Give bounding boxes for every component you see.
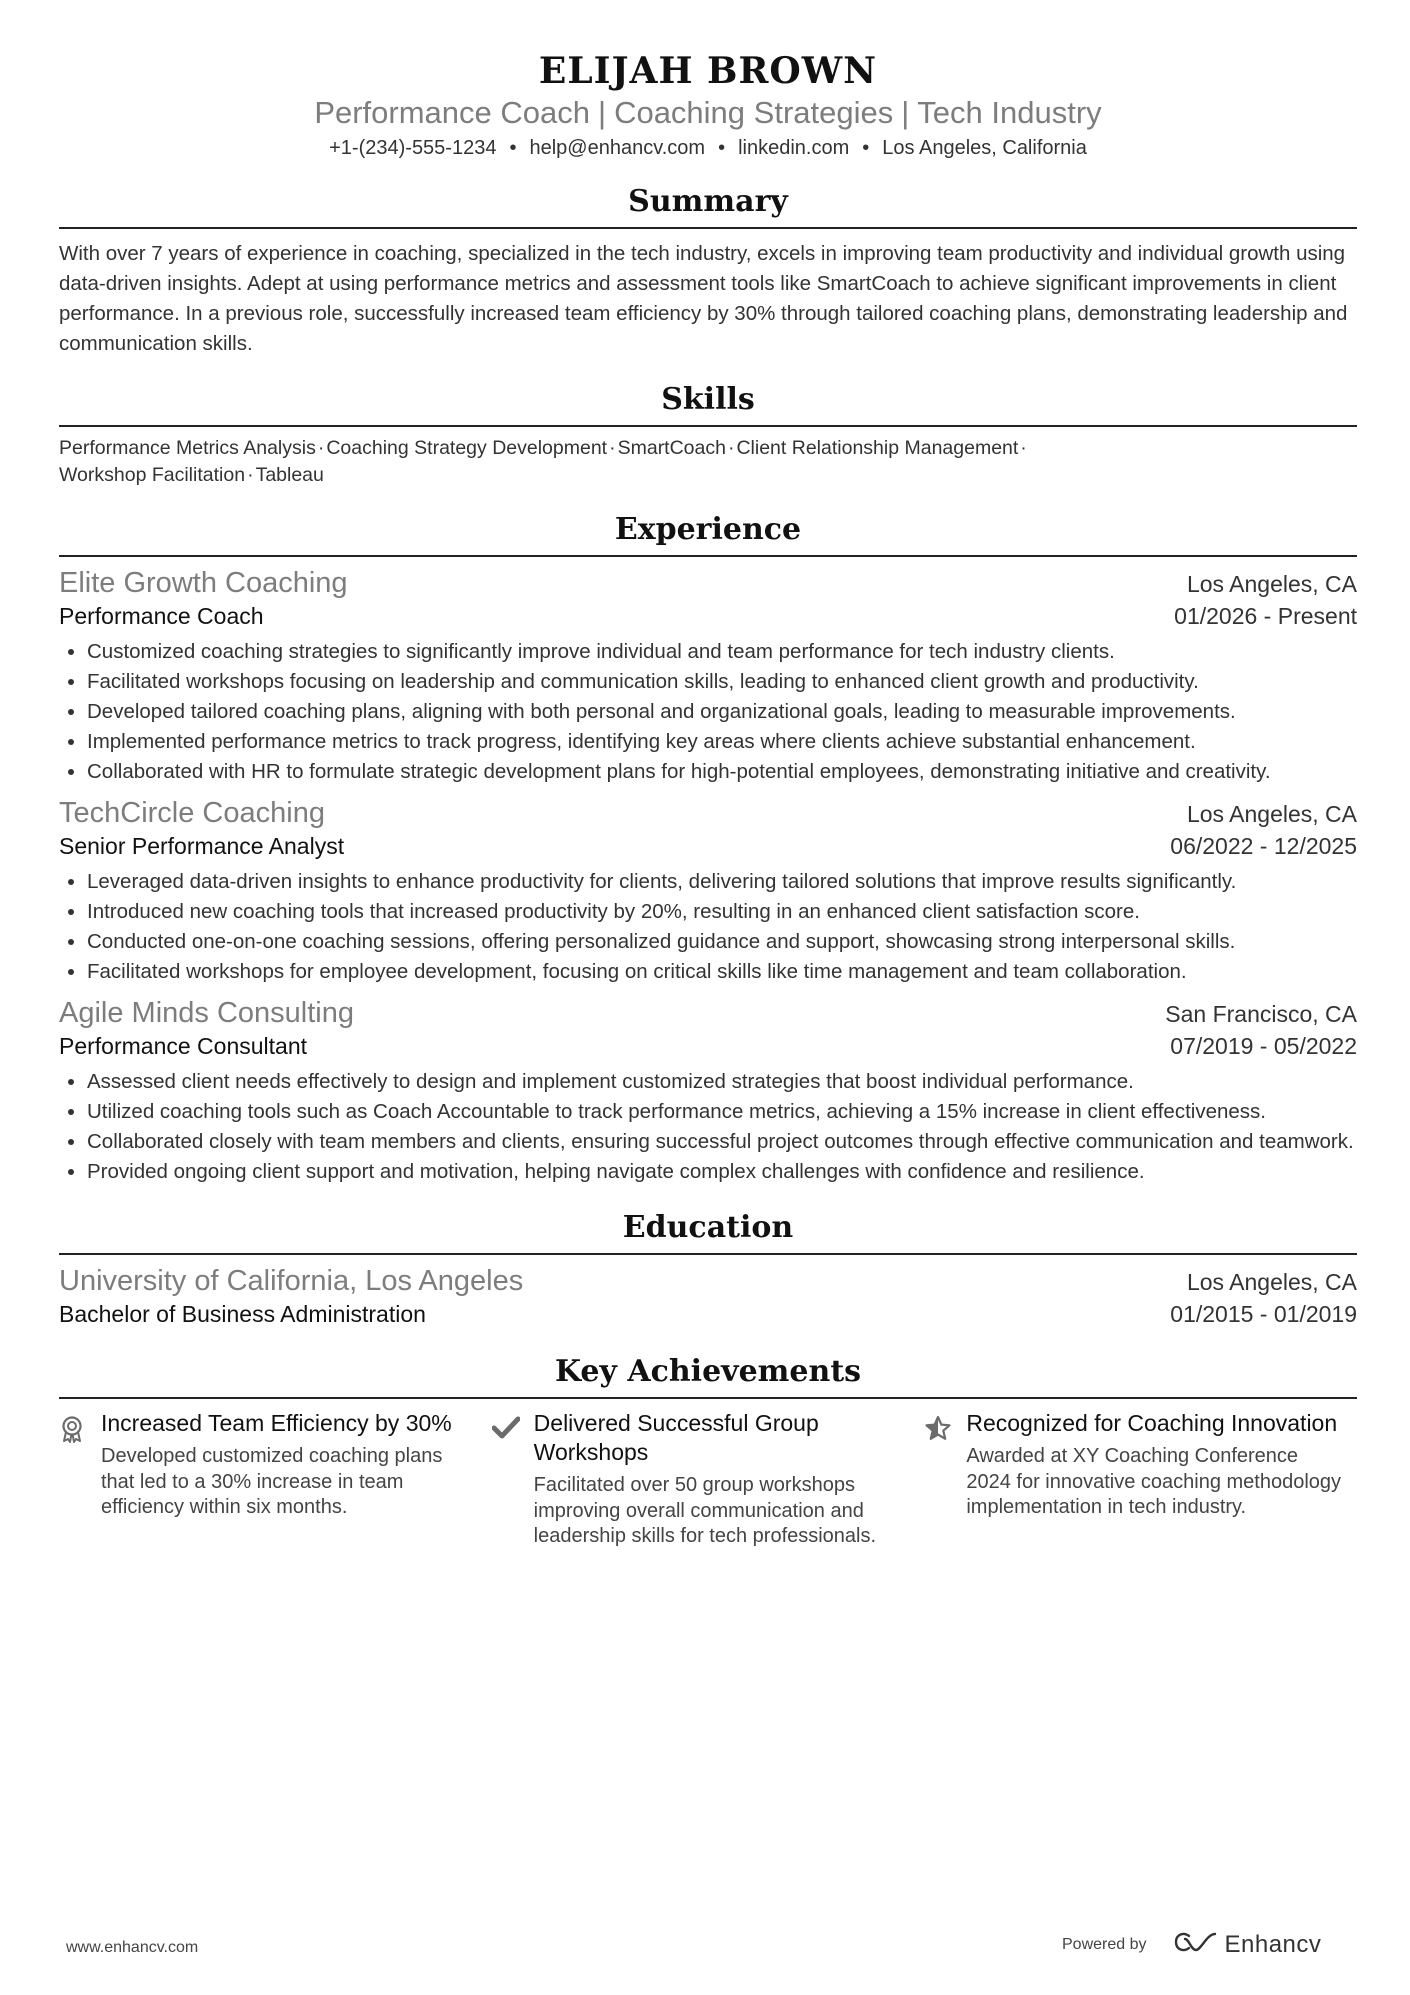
- candidate-name: ELIJAH BROWN: [538, 50, 878, 92]
- section-heading-achievements: Key Achievements: [554, 1354, 862, 1389]
- checkmark-icon: [492, 1409, 534, 1550]
- contact-separator: •: [862, 137, 870, 159]
- experience-entry: [59, 795, 1357, 987]
- section-heading-education: Education: [622, 1210, 794, 1245]
- website-link[interactable]: linkedin.com: [738, 137, 850, 159]
- job-location: Los Angeles, CA: [1186, 571, 1357, 597]
- job-title: Performance Coach: [59, 603, 264, 629]
- achievement-description: Awarded at XY Coaching Conference 2024 for innovative coaching methodology implementation in tech industry.: [966, 1445, 1342, 1518]
- phone[interactable]: +1-(234)-555-1234: [329, 137, 497, 159]
- section-heading-skills: Skills: [661, 382, 755, 417]
- skill-item: Performance Metrics Analysis: [59, 437, 316, 459]
- location: Los Angeles, California: [882, 137, 1087, 159]
- summary-section: [59, 183, 1357, 359]
- bullet-item: • Facilitated workshops focusing on leadership and communication skills, leading to enhanced client growth and productivity.: [87, 667, 1357, 697]
- achievement-title: Increased Team Efficiency by 30%: [101, 1410, 452, 1436]
- job-dates: 01/2026 - Present: [1174, 603, 1357, 629]
- section-divider: [59, 227, 1357, 229]
- bullet-item: • Assessed client needs effectively to design and implement customized strategies that boost individual performance.: [87, 1067, 1357, 1097]
- achievements-section: [59, 1353, 1357, 1550]
- company-name: Elite Growth Coaching: [59, 567, 348, 599]
- education-entry: [59, 1263, 1357, 1329]
- skills-list: [59, 435, 1357, 489]
- contact-separator: •: [509, 137, 517, 159]
- headline-part: Coaching Strategies: [614, 95, 894, 130]
- brand-name[interactable]: Enhancv: [1224, 1930, 1322, 1958]
- achievement-item: [492, 1409, 925, 1550]
- skill-separator: ·: [247, 464, 254, 486]
- achievement-title: Delivered Successful Group Workshops: [533, 1410, 819, 1465]
- section-heading-summary: Summary: [628, 184, 788, 219]
- skill-item: Client Relationship Management: [736, 437, 1019, 459]
- bullet-item: • Customized coaching strategies to significantly improve individual and team performance for tech industry clients.: [87, 637, 1357, 667]
- headline: [59, 94, 1357, 132]
- skill-item: Workshop Facilitation: [59, 464, 246, 486]
- job-bullets: [59, 867, 1357, 987]
- achievement-description: Facilitated over 50 group workshops improving overall communication and leadership skills for tech professionals.: [533, 1474, 877, 1547]
- headline-part: Performance Coach: [314, 95, 590, 130]
- achievement-item: [59, 1409, 492, 1550]
- bullet-item: • Collaborated closely with team members and clients, ensuring successful project outcomes through effective communication and teamwork.: [87, 1127, 1357, 1157]
- achievement-title: Recognized for Coaching Innovation: [966, 1410, 1338, 1436]
- skill-item: SmartCoach: [617, 437, 726, 459]
- school-location: Los Angeles, CA: [1186, 1269, 1357, 1295]
- star-icon: [924, 1409, 966, 1550]
- contact-separator: •: [718, 137, 726, 159]
- section-divider: [59, 425, 1357, 427]
- job-dates: 06/2022 - 12/2025: [1170, 833, 1357, 859]
- bullet-item: • Provided ongoing client support and motivation, helping navigate complex challenges with confidence and resilience.: [87, 1157, 1357, 1187]
- job-title: Performance Consultant: [59, 1033, 308, 1059]
- headline-separator: |: [901, 95, 910, 130]
- resume-page: [59, 0, 1357, 1550]
- footer-website[interactable]: www.enhancv.com: [66, 1939, 199, 1956]
- education-section: [59, 1209, 1357, 1329]
- email-link[interactable]: help@enhancv.com: [529, 137, 706, 159]
- education-dates: 01/2015 - 01/2019: [1170, 1301, 1357, 1327]
- experience-entry: [59, 565, 1357, 787]
- headline-part: Tech Industry: [917, 95, 1102, 130]
- school-name: University of California, Los Angeles: [59, 1265, 524, 1297]
- bullet-item: • Collaborated with HR to formulate strategic development plans for high-potential employees, demonstrating initiative and creativity.: [87, 757, 1357, 787]
- bullet-item: • Facilitated workshops for employee development, focusing on critical skills like time management and team collaboration.: [87, 957, 1357, 987]
- bullet-item: • Conducted one-on-one coaching sessions, offering personalized guidance and support, showcasing strong interpersonal skills.: [87, 927, 1357, 957]
- experience-section: [59, 511, 1357, 1187]
- job-bullets: [59, 637, 1357, 787]
- skill-item: Tableau: [255, 464, 324, 486]
- skills-section: [59, 381, 1357, 489]
- skill-separator: ·: [1020, 437, 1027, 459]
- job-dates: 07/2019 - 05/2022: [1170, 1033, 1357, 1059]
- job-bullets: [59, 1067, 1357, 1187]
- job-title: Senior Performance Analyst: [59, 833, 345, 859]
- enhancv-logo-icon: [1173, 1930, 1219, 1959]
- achievements-grid: [59, 1409, 1357, 1550]
- bullet-item: • Utilized coaching tools such as Coach Accountable to track performance metrics, achieving a 15% increase in client effectiveness.: [87, 1097, 1357, 1127]
- section-divider: [59, 555, 1357, 557]
- bullet-item: • Implemented performance metrics to track progress, identifying key areas where clients achieve substantial enhancement.: [87, 727, 1357, 757]
- achievement-item: [924, 1409, 1357, 1550]
- bullet-item: • Developed tailored coaching plans, aligning with both personal and organizational goals, leading to measurable improvements.: [87, 697, 1357, 727]
- company-name: TechCircle Coaching: [59, 797, 325, 829]
- section-heading-experience: Experience: [614, 512, 802, 547]
- experience-entry: [59, 995, 1357, 1187]
- skill-separator: ·: [317, 437, 325, 459]
- job-location: Los Angeles, CA: [1186, 801, 1357, 827]
- company-name: Agile Minds Consulting: [59, 997, 354, 1029]
- skill-separator: ·: [727, 437, 735, 459]
- bullet-item: • Introduced new coaching tools that increased productivity by 20%, resulting in an enhanced client satisfaction score.: [87, 897, 1357, 927]
- job-location: San Francisco, CA: [1165, 1001, 1357, 1027]
- summary-text: With over 7 years of experience in coaching, specialized in the tech industry, excels in improving team productivity and individual growth using data-driven insights. Adept at using performance metrics and assessment tools like SmartCoach to achieve significant improvements in client performance. In a previous role, successfully increased team efficiency by 30% through tailored coaching plans, demonstrating leadership and communication skills.: [59, 242, 1348, 355]
- powered-by-label: Powered by: [1062, 1935, 1147, 1953]
- achievement-description: Developed customized coaching plans that led to a 30% increase in team efficiency within six months.: [101, 1445, 443, 1518]
- headline-separator: |: [598, 95, 607, 130]
- degree: Bachelor of Business Administration: [59, 1301, 426, 1327]
- contact-line: [59, 135, 1357, 161]
- skill-item: Coaching Strategy Development: [326, 437, 608, 459]
- footer-branding: [1062, 1930, 1321, 1959]
- skill-separator: ·: [609, 437, 616, 459]
- section-divider: [59, 1397, 1357, 1399]
- section-divider: [59, 1253, 1357, 1255]
- bullet-item: • Leveraged data-driven insights to enhance productivity for clients, delivering tailored solutions that improve results significantly.: [87, 867, 1357, 897]
- award-icon: [59, 1409, 101, 1550]
